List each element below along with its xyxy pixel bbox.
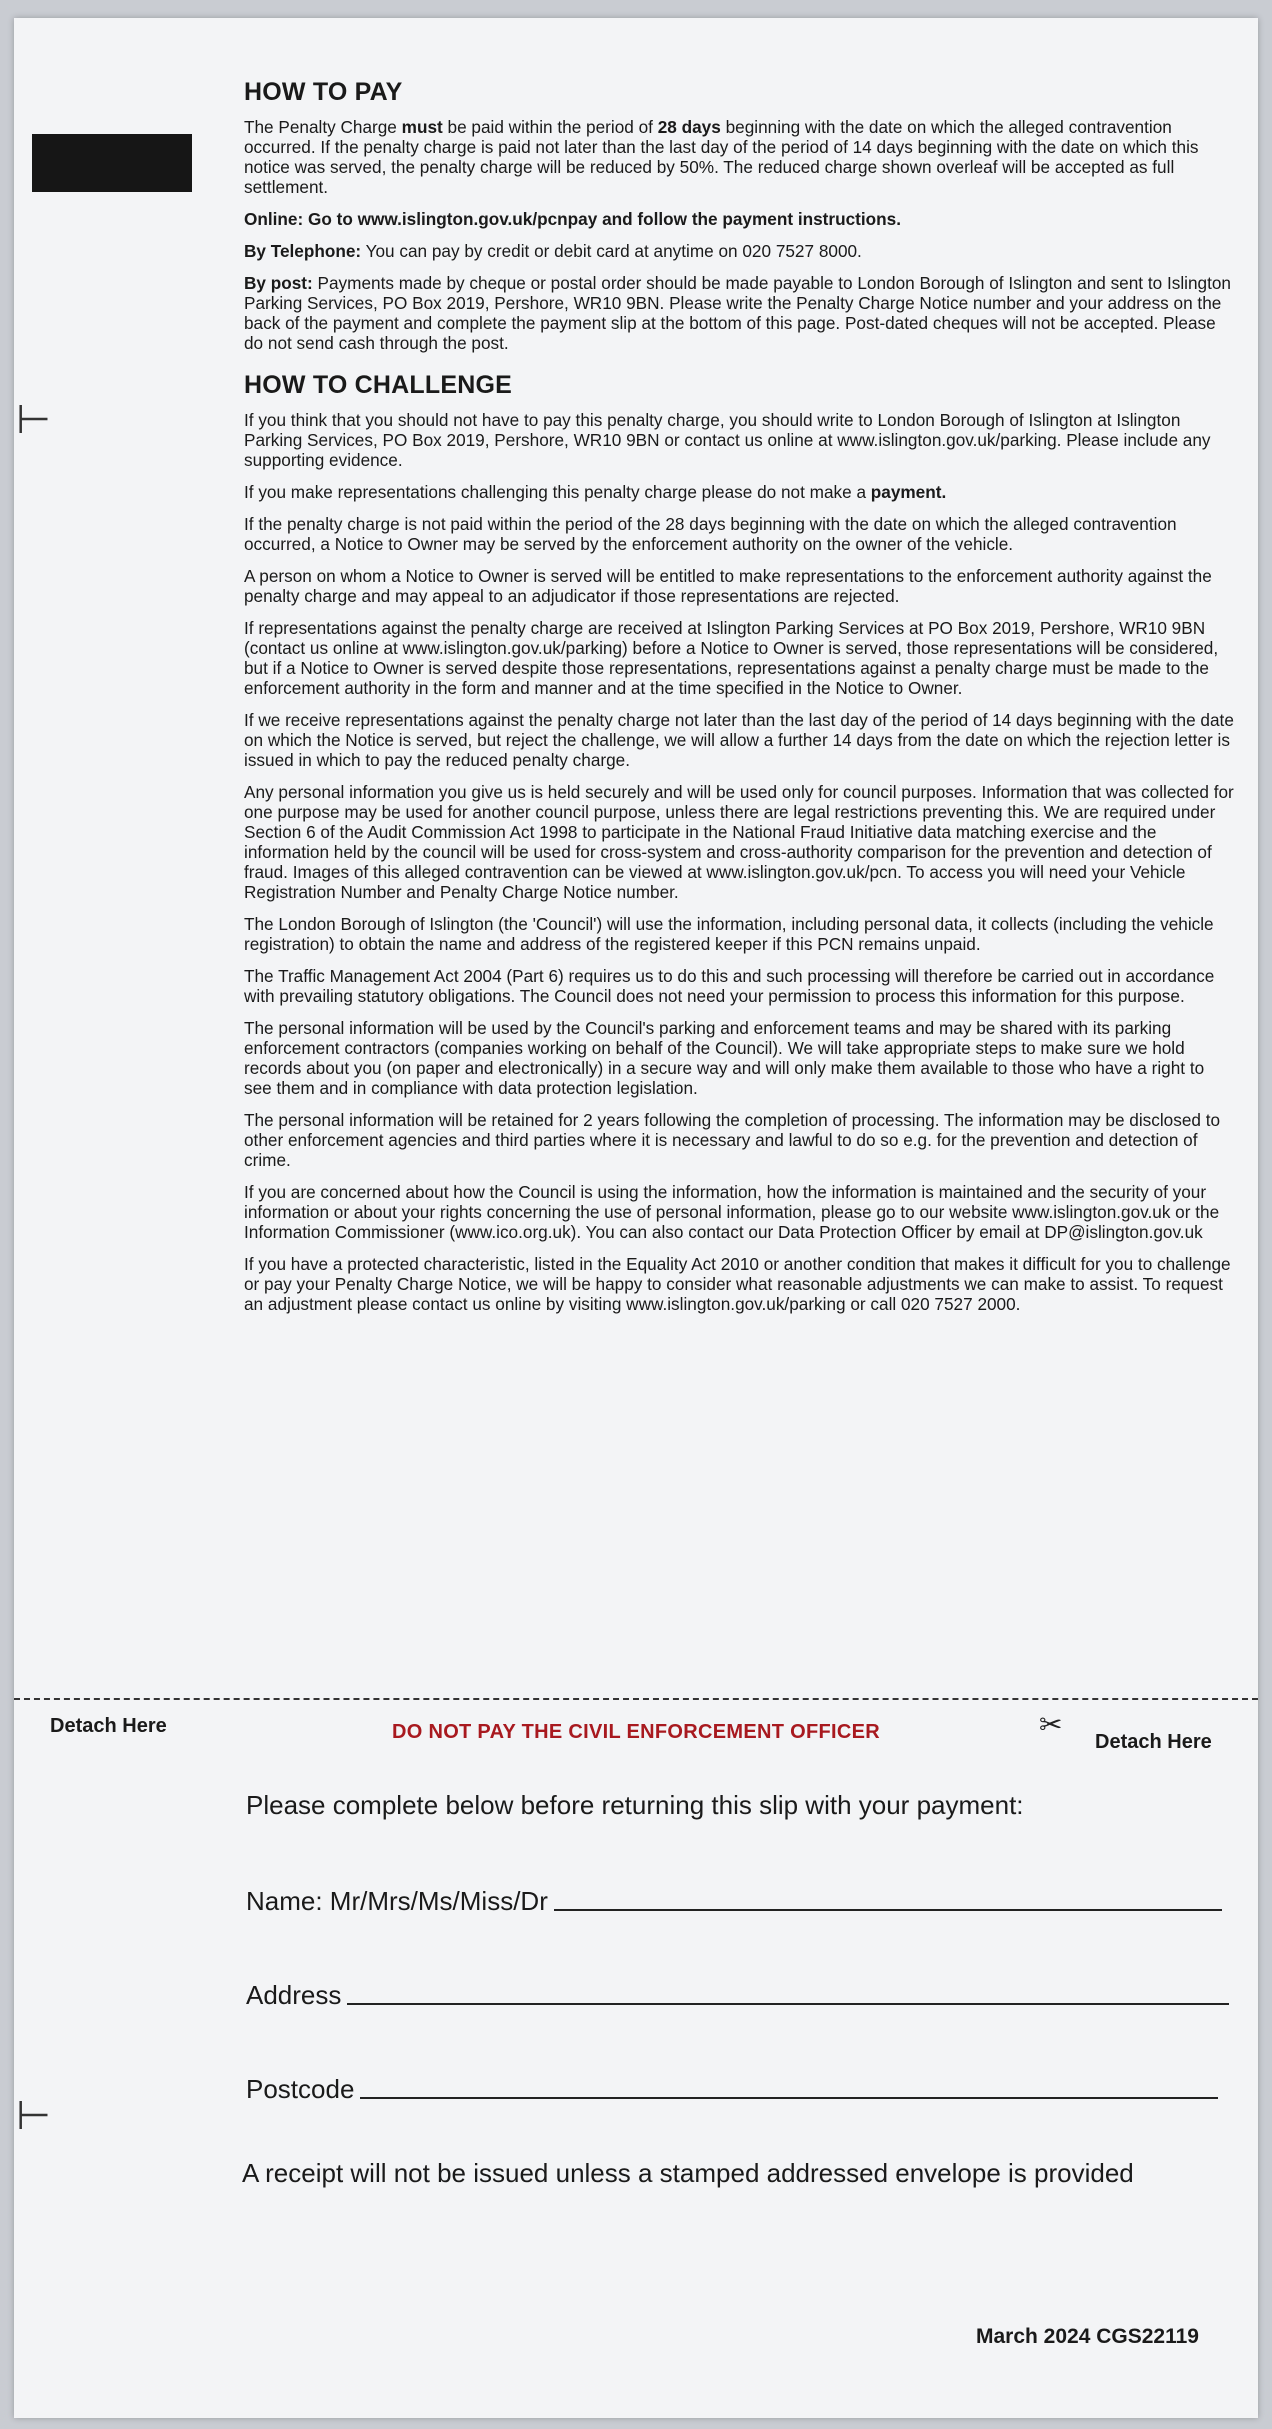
address-field[interactable] xyxy=(246,1980,1229,2011)
detach-here-left: Detach Here xyxy=(50,1715,167,1737)
postcode-field[interactable] xyxy=(246,2074,1218,2105)
privacy-paragraph: The personal information will be retained for 2 years following the completion of processing. The information may be disclosed to other enforcement agencies and third parties where it is necessary and lawful to do so e.g. for the prevention and detection of crime. xyxy=(244,1110,1221,1170)
name-write-line[interactable] xyxy=(554,1909,1222,1911)
challenge-paragraph: A person on whom a Notice to Owner is served will be entitled to make representations to the enforcement authority against the penalty charge and may appeal to an adjudicator if those representations are rejected. xyxy=(244,566,1212,606)
challenge-paragraph: If we receive representations against the penalty charge not later than the last day of the period of 14 days beginning with the date on which the Notice is served, but reject the challenge, we will allow a further 14 days from the date on which the rejection letter is issued in which to pay the reduced penalty charge. xyxy=(244,710,1234,770)
privacy-paragraph: Any personal information you give us is held securely and will be used only for council purposes. Information that was collected for one purpose may be used for another council purpose, unless there are legal restrictions preventing this. We are required under Section 6 of the Audit Commission Act 1998 to participate in the National Fraud Initiative data matching exercise and the information held by the council will be used for cross-system and cross-authority comparison for the prevention and detection of fraud. Images of this alleged contravention can be viewed at www.islington.gov.uk/pcn. To access you will need your Vehicle Registration Number and Penalty Charge Notice number. xyxy=(244,782,1234,902)
how-to-challenge-heading: HOW TO CHALLENGE xyxy=(244,371,513,399)
redacted-block xyxy=(32,134,192,192)
pay-by-post: By post: Payments made by cheque or postal order should be made payable to London Borough of Islington and sent to Islington Parking Services, PO Box 2019, Pershore, WR10 9BN. Please write the Penalty Charge Notice number and your address on the back of the payment and complete the payment slip at the bottom of this page. Post-dated cheques will not be accepted. Please do not send cash through the post. xyxy=(244,273,1231,353)
privacy-paragraph: The London Borough of Islington (the 'Council') will use the information, including personal data, it collects (including the vehicle registration) to obtain the name and address of the registered keeper if this PCN remains unpaid. xyxy=(244,914,1214,954)
address-write-line[interactable] xyxy=(347,2003,1229,2005)
slip-instructions: Please complete below before returning this slip with your payment: xyxy=(246,1790,1024,1820)
postcode-write-line[interactable] xyxy=(360,2097,1218,2099)
pay-online: Online: Go to www.islington.gov.uk/pcnpay and follow the payment instructions. xyxy=(244,209,901,229)
pay-by-telephone: By Telephone: You can pay by credit or debit card at anytime on 020 7527 8000. xyxy=(244,241,862,261)
challenge-paragraph: If representations against the penalty charge are received at Islington Parking Services at PO Box 2019, Pershore, WR10 9BN (contact us online at www.islington.gov.uk/parking) before a Notice to Owner is served, those representations will be considered, but if a Notice to Owner is served despite those representations, representations against a penalty charge must be made to the enforcement authority in the form and manner and at the time specified in the Notice to Owner. xyxy=(244,618,1219,698)
pcn-back-page xyxy=(14,18,1258,2418)
privacy-paragraph: The personal information will be used by the Council's parking and enforcement teams and may be shared with its parking enforcement contractors (companies working on behalf of the Council). We will take appropriate steps to make sure we hold records about you (on paper and electronically) in a secure way and will only make them available to those who have a right to see them and in compliance with data protection legislation. xyxy=(244,1018,1205,1098)
privacy-paragraph: If you are concerned about how the Council is using the information, how the information is maintained and the security of your information or about your rights concerning the use of personal information, please go to our website www.islington.gov.uk or the Information Commissioner (www.ico.org.uk). You can also contact our Data Protection Officer by email at DP@islington.gov.uk xyxy=(244,1182,1220,1242)
notice-body xyxy=(244,78,1234,1326)
scissors-icon: ✂ xyxy=(1039,1709,1063,1740)
postcode-label: Postcode xyxy=(246,2074,355,2104)
margin-mark: ⊢ xyxy=(16,398,51,442)
perforation-line xyxy=(14,1698,1258,1700)
address-label: Address xyxy=(246,1980,342,2010)
challenge-paragraph: If you think that you should not have to pay this penalty charge, you should write to London Borough of Islington at Islington Parking Services, PO Box 2019, Pershore, WR10 9BN or contact us online at www.islington.gov.uk/parking. Please include any supporting evidence. xyxy=(244,410,1211,470)
name-label: Name: Mr/Mrs/Ms/Miss/Dr xyxy=(246,1886,548,1916)
privacy-paragraph: The Traffic Management Act 2004 (Part 6) requires us to do this and such processing will therefore be carried out in accordance with prevailing statutory obligations. The Council does not need your permission to process this information for this purpose. xyxy=(244,966,1215,1006)
equality-paragraph: If you have a protected characteristic, listed in the Equality Act 2010 or another condition that makes it difficult for you to challenge or pay your Penalty Charge Notice, we will be happy to consider what reasonable adjustments we can make to assist. To request an adjustment please contact us online by visiting www.islington.gov.uk/parking or call 020 7527 2000. xyxy=(244,1254,1231,1314)
name-field[interactable] xyxy=(246,1886,1222,1917)
challenge-paragraph: If the penalty charge is not paid within the period of the 28 days beginning with the date on which the alleged contravention occurred, a Notice to Owner may be served by the enforcement authority on the owner of the vehicle. xyxy=(244,514,1177,554)
receipt-note: A receipt will not be issued unless a stamped addressed envelope is provided xyxy=(242,2158,1134,2188)
do-not-pay-warning: DO NOT PAY THE CIVIL ENFORCEMENT OFFICER xyxy=(392,1721,880,1743)
margin-mark: ⊢ xyxy=(16,2094,51,2138)
detach-here-right: Detach Here xyxy=(1095,1731,1212,1753)
payment-intro: The Penalty Charge must be paid within the period of 28 days beginning with the date on which the alleged contravention occurred. If the penalty charge is paid not later than the last day of the period of 14 days beginning with the date on which this notice was served, the penalty charge will be reduced by 50%. The reduced charge shown overleaf will be accepted as full settlement. xyxy=(244,117,1199,197)
challenge-paragraph: If you make representations challenging this penalty charge please do not make a payment. xyxy=(244,482,947,502)
how-to-pay-heading: HOW TO PAY xyxy=(244,78,403,106)
form-code: March 2024 CGS22119 xyxy=(976,2325,1199,2348)
